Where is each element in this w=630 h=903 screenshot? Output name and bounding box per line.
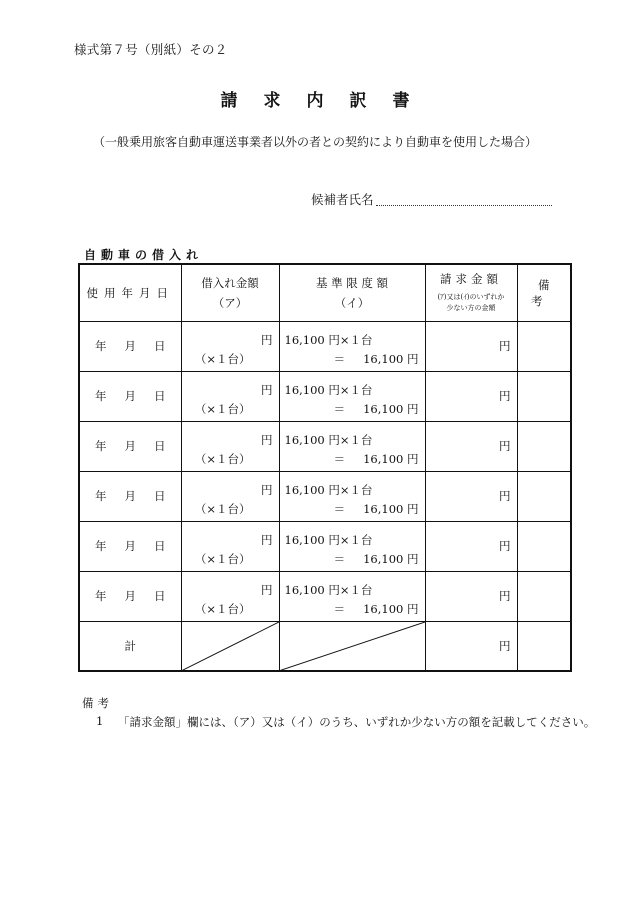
limit-result bbox=[334, 401, 419, 417]
header-claim-label: 請求金額 bbox=[440, 272, 502, 287]
amount-cell[interactable] bbox=[181, 371, 279, 421]
note-cell[interactable] bbox=[517, 421, 571, 471]
year-unit: 年 bbox=[95, 389, 107, 403]
note-cell[interactable] bbox=[517, 371, 571, 421]
header-date: 使用年月日 bbox=[79, 264, 181, 321]
notes-heading: 備考 bbox=[82, 696, 113, 710]
table-row bbox=[79, 471, 571, 521]
date-cell[interactable] bbox=[79, 521, 181, 571]
note-cell[interactable] bbox=[517, 471, 571, 521]
header-amount bbox=[181, 264, 279, 321]
year-unit: 年 bbox=[95, 439, 107, 453]
total-amount-struck bbox=[181, 621, 279, 671]
total-claim-cell[interactable]: 円 bbox=[425, 621, 517, 671]
month-unit: 月 bbox=[124, 339, 136, 353]
amount-unit: （×１台） bbox=[194, 551, 251, 566]
limit-result bbox=[334, 551, 419, 567]
total-note-cell[interactable] bbox=[517, 621, 571, 671]
notes-item-text: 「請求金額」欄には、（ア）又は（イ）のうち、いずれか少ない方の額を記載してください。 bbox=[118, 715, 596, 729]
table-row bbox=[79, 571, 571, 621]
total-row bbox=[79, 621, 571, 671]
table-header-row bbox=[79, 264, 571, 321]
day-unit: 日 bbox=[154, 439, 166, 453]
header-limit bbox=[279, 264, 425, 321]
year-unit: 年 bbox=[95, 539, 107, 553]
limit-formula: 16,100 円×１台 bbox=[284, 382, 373, 397]
day-unit: 日 bbox=[154, 539, 166, 553]
year-unit: 年 bbox=[95, 489, 107, 503]
amount-yen: 円 bbox=[261, 532, 273, 547]
limit-formula: 16,100 円×１台 bbox=[284, 482, 373, 497]
limit-equals: ＝ bbox=[333, 451, 346, 466]
claim-cell[interactable]: 円 bbox=[425, 571, 517, 621]
day-unit: 日 bbox=[154, 589, 166, 603]
page-subtitle: （一般乗用旅客自動車運送事業者以外の者との契約により自動車を使用した場合） bbox=[92, 135, 537, 149]
amount-cell[interactable] bbox=[181, 521, 279, 571]
amount-yen: 円 bbox=[261, 582, 273, 597]
day-unit: 日 bbox=[154, 489, 166, 503]
limit-cell bbox=[279, 471, 425, 521]
claim-cell[interactable]: 円 bbox=[425, 471, 517, 521]
table-row bbox=[79, 421, 571, 471]
limit-equals: ＝ bbox=[333, 351, 346, 366]
date-cell[interactable] bbox=[79, 421, 181, 471]
date-cell[interactable] bbox=[79, 321, 181, 371]
note-cell[interactable] bbox=[517, 571, 571, 621]
date-cell[interactable] bbox=[79, 471, 181, 521]
note-cell[interactable] bbox=[517, 521, 571, 571]
month-unit: 月 bbox=[124, 389, 136, 403]
year-unit: 年 bbox=[95, 589, 107, 603]
header-amount-mark: （ア） bbox=[212, 295, 248, 310]
limit-cell bbox=[279, 571, 425, 621]
limit-cell bbox=[279, 321, 425, 371]
limit-equals: ＝ bbox=[333, 501, 346, 516]
candidate-name-line[interactable] bbox=[376, 193, 552, 206]
amount-unit: （×１台） bbox=[194, 501, 251, 516]
total-limit-struck bbox=[279, 621, 425, 671]
form-number: 様式第７号（別紙）その２ bbox=[74, 42, 228, 57]
notes-item-number: 1 bbox=[96, 714, 104, 728]
claim-table bbox=[78, 263, 572, 672]
limit-formula: 16,100 円×１台 bbox=[284, 582, 373, 597]
limit-equals: ＝ bbox=[333, 601, 346, 616]
claim-cell[interactable]: 円 bbox=[425, 371, 517, 421]
date-cell[interactable] bbox=[79, 571, 181, 621]
notes-item bbox=[96, 714, 595, 730]
amount-unit: （×１台） bbox=[194, 601, 251, 616]
limit-equals: ＝ bbox=[333, 401, 346, 416]
amount-unit: （×１台） bbox=[194, 451, 251, 466]
claim-cell[interactable]: 円 bbox=[425, 421, 517, 471]
limit-cell bbox=[279, 521, 425, 571]
limit-value: 16,100 円 bbox=[363, 551, 419, 566]
limit-result bbox=[334, 451, 419, 467]
amount-cell[interactable] bbox=[181, 471, 279, 521]
month-unit: 月 bbox=[124, 439, 136, 453]
amount-unit: （×１台） bbox=[194, 401, 251, 416]
limit-formula: 16,100 円×１台 bbox=[284, 432, 373, 447]
amount-yen: 円 bbox=[261, 482, 273, 497]
amount-cell[interactable] bbox=[181, 421, 279, 471]
candidate-name-label: 候補者氏名 bbox=[311, 192, 374, 207]
table-row bbox=[79, 321, 571, 371]
section-label: 自動車の借入れ bbox=[84, 248, 204, 262]
header-claim bbox=[425, 264, 517, 321]
month-unit: 月 bbox=[124, 589, 136, 603]
claim-cell[interactable]: 円 bbox=[425, 321, 517, 371]
limit-value: 16,100 円 bbox=[363, 501, 419, 516]
note-cell[interactable] bbox=[517, 321, 571, 371]
limit-value: 16,100 円 bbox=[363, 401, 419, 416]
limit-equals: ＝ bbox=[333, 551, 346, 566]
header-limit-label: 基 準 限 度 額 bbox=[315, 275, 389, 290]
limit-result bbox=[334, 501, 419, 517]
amount-cell[interactable] bbox=[181, 571, 279, 621]
limit-value: 16,100 円 bbox=[363, 351, 419, 366]
table-row bbox=[79, 371, 571, 421]
header-note: 備考 bbox=[517, 264, 571, 321]
limit-formula: 16,100 円×１台 bbox=[284, 332, 373, 347]
limit-result bbox=[334, 351, 419, 367]
day-unit: 日 bbox=[154, 389, 166, 403]
limit-cell bbox=[279, 371, 425, 421]
limit-value: 16,100 円 bbox=[363, 601, 419, 616]
amount-cell[interactable] bbox=[181, 321, 279, 371]
limit-result bbox=[334, 601, 419, 617]
year-unit: 年 bbox=[95, 339, 107, 353]
month-unit: 月 bbox=[124, 539, 136, 553]
limit-value: 16,100 円 bbox=[363, 451, 419, 466]
page-title: 請求内訳書 bbox=[220, 91, 436, 111]
header-claim-note2: 少ない方の金額 bbox=[446, 304, 496, 313]
header-amount-label: 借入れ金額 bbox=[201, 275, 259, 290]
total-label: 計 bbox=[79, 621, 181, 671]
month-unit: 月 bbox=[124, 489, 136, 503]
header-claim-note1: (ｱ)又は(ｲ)のいずれか bbox=[437, 293, 505, 302]
date-cell[interactable] bbox=[79, 371, 181, 421]
amount-yen: 円 bbox=[261, 382, 273, 397]
amount-unit: （×１台） bbox=[194, 351, 251, 366]
limit-formula: 16,100 円×１台 bbox=[284, 532, 373, 547]
amount-yen: 円 bbox=[261, 432, 273, 447]
day-unit: 日 bbox=[154, 339, 166, 353]
claim-cell[interactable]: 円 bbox=[425, 521, 517, 571]
candidate-name-field[interactable] bbox=[311, 190, 552, 208]
table-row bbox=[79, 521, 571, 571]
header-limit-mark: （イ） bbox=[334, 295, 370, 310]
limit-cell bbox=[279, 421, 425, 471]
amount-yen: 円 bbox=[261, 332, 273, 347]
